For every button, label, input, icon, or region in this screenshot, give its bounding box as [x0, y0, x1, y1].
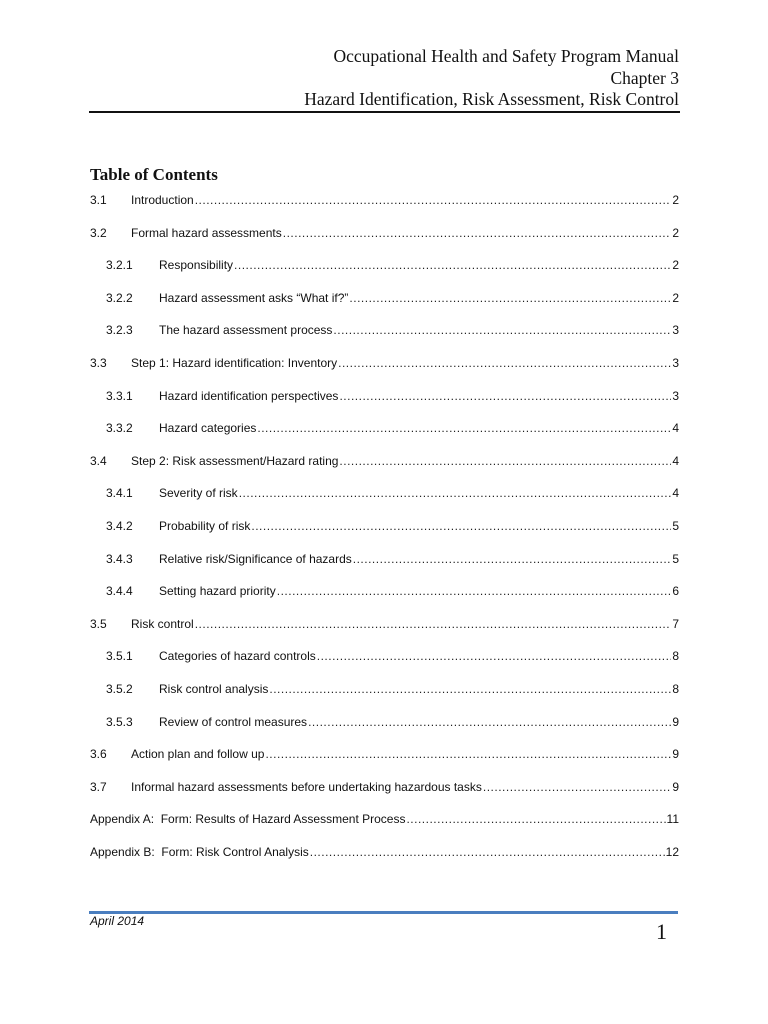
toc-entry-title: Responsibility	[159, 258, 234, 273]
toc-entry[interactable]	[106, 512, 679, 534]
toc-entry-page: 7	[672, 616, 679, 631]
toc-entry[interactable]	[90, 447, 679, 469]
toc-entry-page: 3	[672, 323, 679, 338]
toc-entry[interactable]	[90, 773, 679, 795]
manual-title: Occupational Health and Safety Program Manual	[333, 46, 679, 66]
toc-entry-title: Appendix A: Form: Results of Hazard Assessment Process	[90, 812, 406, 827]
toc-entry-number: 3.4.4	[106, 584, 133, 599]
toc-entry[interactable]	[106, 414, 679, 436]
toc-entry-title: Hazard categories	[159, 421, 257, 436]
toc-entry-title: Informal hazard assessments before undertaking hazardous tasks	[131, 779, 482, 794]
toc-entry[interactable]	[90, 349, 679, 371]
toc-entry-number: 3.4.3	[106, 551, 133, 566]
dot-leader	[353, 551, 672, 567]
toc-entry-page: 8	[672, 649, 679, 664]
toc-entry-title: Action plan and follow up	[131, 747, 265, 762]
toc-entry-number: 3.3	[90, 356, 107, 370]
toc-entry-page: 5	[672, 551, 679, 566]
chapter-title: Hazard Identification, Risk Assessment, Risk Control	[304, 89, 679, 109]
dot-leader	[195, 192, 672, 208]
toc-entry-title: Review of control measures	[159, 714, 308, 729]
toc-entry[interactable]	[90, 219, 679, 241]
toc-entry-title: Setting hazard priority	[159, 584, 276, 599]
toc-entry-number: 3.5.3	[106, 714, 133, 729]
dot-leader	[277, 583, 672, 599]
toc-entry-title: Risk control	[131, 616, 194, 631]
toc-entry-page: 2	[672, 290, 679, 305]
toc-entry-number: 3.6	[90, 747, 107, 762]
toc-entry[interactable]	[106, 479, 679, 501]
toc-entry-page: 3	[672, 388, 679, 403]
toc-entry-title: Step 2: Risk assessment/Hazard rating	[131, 453, 339, 468]
toc-entry[interactable]	[106, 675, 679, 697]
dot-leader	[310, 844, 665, 860]
toc-entry[interactable]	[106, 316, 679, 338]
toc-entry-number: 3.5.2	[106, 682, 133, 696]
toc-entry-number: 3.2.3	[106, 323, 133, 338]
toc-entry-number: 3.4.2	[106, 519, 133, 533]
toc-entry-title: Severity of risk	[159, 486, 238, 501]
toc-entry-title: Relative risk/Significance of hazards	[159, 551, 352, 566]
toc-entry-title: Risk control analysis	[159, 682, 269, 696]
toc-entry-title: Step 1: Hazard identification: Inventory	[131, 356, 338, 370]
toc-entry-title: Appendix B: Form: Risk Control Analysis	[90, 845, 309, 859]
toc-entry-number: 3.5.1	[106, 649, 133, 664]
toc-entry[interactable]	[106, 577, 679, 599]
toc-entry-number: 3.3.1	[106, 388, 133, 403]
toc-entry[interactable]	[90, 740, 679, 762]
toc-entry-page: 11	[666, 812, 679, 827]
dot-leader	[251, 518, 671, 534]
toc-entry-title: Hazard assessment asks “What if?”	[159, 290, 349, 305]
document-header	[89, 46, 679, 111]
dot-leader	[308, 714, 671, 730]
toc-entry-page: 9	[672, 747, 679, 762]
toc-entry-page: 4	[672, 486, 679, 501]
dot-leader	[339, 453, 671, 469]
dot-leader	[239, 485, 672, 501]
toc-entry[interactable]	[106, 284, 679, 306]
toc-entry-number: 3.2.2	[106, 290, 133, 305]
toc-entry[interactable]	[90, 838, 679, 860]
dot-leader	[283, 225, 672, 241]
dot-leader	[269, 681, 671, 697]
dot-leader	[338, 355, 671, 371]
dot-leader	[234, 257, 671, 273]
toc-entry-number: 3.2.1	[106, 258, 133, 273]
dot-leader	[195, 616, 672, 632]
toc-entry[interactable]	[106, 545, 679, 567]
dot-leader	[333, 322, 671, 338]
dot-leader	[317, 648, 672, 664]
dot-leader	[406, 811, 665, 827]
toc-entry-page: 12	[665, 845, 679, 859]
toc-entry-number: 3.5	[90, 616, 107, 631]
page-number: 1	[656, 919, 667, 944]
toc-entry-page: 2	[672, 258, 679, 273]
toc-entry-page: 8	[672, 682, 679, 696]
toc-entry-page: 6	[672, 584, 679, 599]
header-divider	[89, 111, 680, 113]
toc-entry-title: Probability of risk	[159, 519, 251, 533]
footer-divider	[89, 911, 678, 914]
toc-entry-page: 9	[672, 714, 679, 729]
toc-entry-title: The hazard assessment process	[159, 323, 333, 338]
toc-entry-title: Hazard identification perspectives	[159, 388, 339, 403]
toc-entry[interactable]	[90, 186, 679, 208]
toc-entry-number: 3.4.1	[106, 486, 133, 501]
toc-entry-page: 3	[672, 356, 679, 370]
toc-entry[interactable]	[90, 805, 679, 827]
toc-entry-page: 2	[672, 193, 679, 207]
dot-leader	[349, 290, 671, 306]
dot-leader	[339, 388, 671, 404]
toc-entry-number: 3.2	[90, 225, 107, 240]
toc-entry[interactable]	[106, 251, 679, 273]
toc-heading: Table of Contents	[90, 165, 218, 184]
dot-leader	[257, 420, 671, 436]
toc-entry-title: Formal hazard assessments	[131, 225, 282, 240]
chapter-label: Chapter 3	[610, 67, 679, 88]
toc-entry-title: Categories of hazard controls	[159, 649, 316, 664]
toc-entry-page: 4	[672, 421, 679, 436]
toc-entry-page: 9	[672, 779, 679, 794]
footer-date: April 2014	[90, 914, 145, 928]
toc-entry-page: 4	[672, 453, 679, 468]
toc-entry[interactable]	[106, 642, 679, 664]
toc-entry[interactable]	[106, 708, 679, 730]
dot-leader	[483, 779, 671, 795]
toc-entry-page: 2	[672, 225, 679, 240]
toc-entry-number: 3.7	[90, 779, 107, 794]
toc-entry-number: 3.4	[90, 453, 107, 468]
toc-entry[interactable]	[106, 382, 679, 404]
toc-entry-number: 3.1	[90, 193, 107, 207]
toc-entry-title: Introduction	[131, 193, 194, 207]
toc-entry-page: 5	[672, 519, 679, 533]
toc-entry-number: 3.3.2	[106, 421, 133, 436]
dot-leader	[265, 746, 671, 762]
toc-entry[interactable]	[90, 610, 679, 632]
